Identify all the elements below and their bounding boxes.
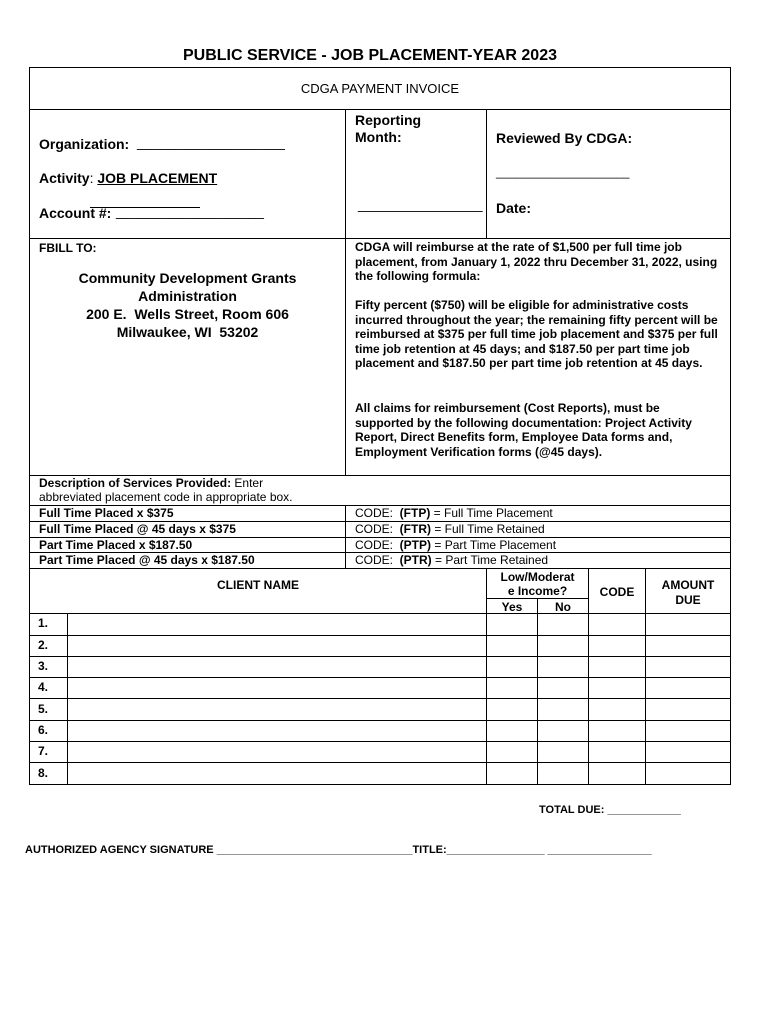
no-header: No (555, 600, 571, 614)
row-number: 2. (38, 638, 49, 652)
account-field[interactable]: ___________________ (116, 203, 264, 219)
service-code-line (355, 522, 545, 536)
form-border-bottom (29, 784, 731, 785)
row-number: 6. (38, 723, 49, 737)
row-number: 3. (38, 659, 49, 673)
code-value: (PTR) (399, 553, 432, 567)
activity-colon: : (89, 170, 98, 186)
code-meaning: = Part Time Placement (431, 538, 557, 552)
bill-to-label: FBILL TO: (39, 241, 97, 255)
activity-line (39, 170, 217, 186)
description-text-2: abbreviated placement code in appropriate box. (39, 490, 293, 504)
service-label: Part Time Placed x $187.50 (39, 538, 193, 552)
description-label: Description of Services Provided: (39, 476, 232, 490)
reviewed-by-label: Reviewed By CDGA: (496, 130, 633, 146)
yes-header: Yes (501, 600, 523, 614)
service-code-line (355, 538, 556, 552)
code-prefix: CODE: (355, 522, 400, 536)
row-number: 7. (38, 744, 49, 758)
divider (29, 720, 731, 721)
code-value: (FTR) (399, 522, 431, 536)
authorized-signature: AUTHORIZED AGENCY SIGNATURE ________________________________TITLE:________________ _________________ (25, 844, 652, 856)
code-prefix: CODE: (355, 506, 400, 520)
code-value: (FTP) (399, 506, 431, 520)
activity-value: JOB PLACEMENT (97, 170, 218, 186)
row-number: 8. (38, 766, 49, 780)
row-number: 4. (38, 680, 49, 694)
service-label: Full Time Placed x $375 (39, 506, 174, 520)
reporting-month-label: Reporting Month: (355, 112, 422, 145)
code-meaning: = Part Time Retained (431, 553, 549, 567)
code-header: CODE (599, 585, 635, 599)
service-label: Part Time Placed @ 45 days x $187.50 (39, 553, 255, 567)
account-label: Account #: (39, 205, 112, 221)
page-title: PUBLIC SERVICE - JOB PLACEMENT-YEAR 2023 (182, 47, 557, 64)
date-label: Date: (496, 200, 532, 216)
client-name-header: CLIENT NAME (217, 578, 299, 592)
divider (29, 677, 731, 678)
divider (345, 505, 346, 568)
description-text: Enter (231, 476, 264, 490)
low-moderate-income-header: Low/Moderat e Income? (500, 570, 575, 598)
reimburse-paragraph-1: CDGA will reimburse at the rate of $1,500 per full time job placement, from January 1, 2022 thru December 31, 2022, using the following formula: (355, 240, 718, 283)
total-due: TOTAL DUE: ____________ (539, 804, 681, 816)
code-value: (PTP) (399, 538, 432, 552)
service-code-line (355, 553, 548, 567)
row-number: 1. (38, 616, 49, 630)
code-meaning: = Full Time Retained (431, 522, 545, 536)
divider (29, 238, 731, 239)
invoice-header: CDGA PAYMENT INVOICE (300, 81, 460, 96)
form-border-top (29, 67, 731, 68)
divider (29, 635, 731, 636)
code-prefix: CODE: (355, 553, 400, 567)
activity-label: Activity (39, 170, 90, 186)
divider (29, 568, 731, 569)
divider (29, 109, 731, 110)
reimburse-paragraph-2: Fifty percent ($750) will be eligible for administrative costs incurred throughout the year; the remaining fifty percent will be reimbursed at $375 per full time job placement and $375 per full time job retention at 45 days; and $187.50 per part time job placement and $187.50 per part time job retention at 45 days. (355, 298, 718, 370)
divider (29, 698, 731, 699)
divider (345, 109, 346, 475)
divider (29, 741, 731, 742)
divider (29, 762, 731, 763)
bill-to-address: Community Development Grants Administration 200 E. Wells Street, Room 606 Milwaukee, WI 53202 (78, 270, 297, 340)
divider (537, 598, 538, 784)
divider (486, 598, 588, 599)
code-meaning: = Full Time Placement (430, 506, 553, 520)
divider (486, 109, 487, 238)
row-number: 5. (38, 702, 49, 716)
divider (29, 656, 731, 657)
reviewed-by-field[interactable]: ____________________ (496, 165, 630, 179)
service-label: Full Time Placed @ 45 days x $375 (39, 522, 236, 536)
amount-due-header: AMOUNT DUE (661, 578, 715, 607)
service-code-line (355, 506, 553, 520)
organization-field[interactable]: ___________________ (137, 134, 285, 150)
organization-label: Organization: (39, 136, 130, 152)
reimburse-paragraph-3: All claims for reimbursement (Cost Reports), must be supported by the following documentation: Project Activity Report, Direct Benefits form, Employee Data forms and, Employment Verification forms (@45 days). (355, 401, 692, 459)
reporting-month-field[interactable]: ________________ (358, 196, 483, 212)
code-prefix: CODE: (355, 538, 400, 552)
divider (29, 613, 731, 614)
description-line (39, 476, 263, 490)
divider (588, 568, 589, 784)
